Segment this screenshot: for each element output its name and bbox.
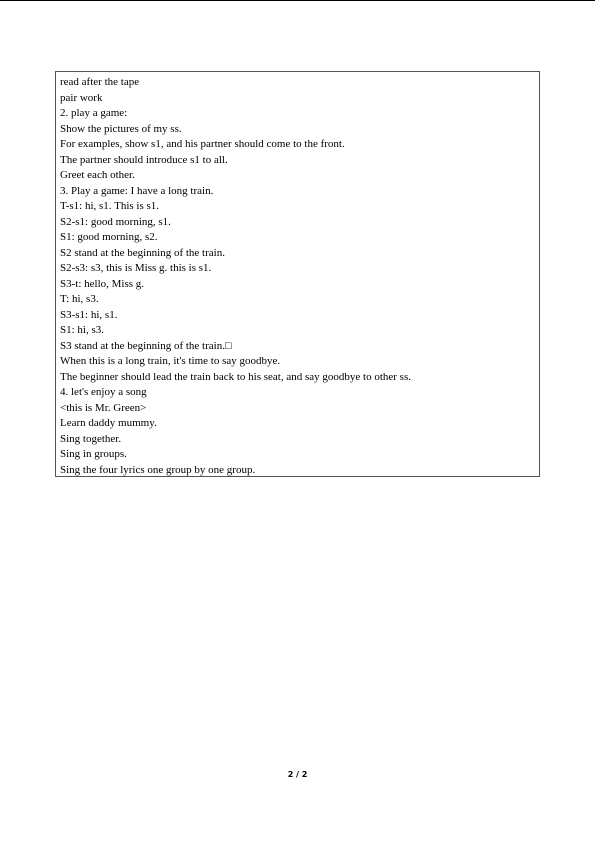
text-line: S3-s1: hi, s1. (60, 308, 118, 321)
text-line: S3 stand at the beginning of the train.□ (60, 339, 232, 352)
text-line: When this is a long train, it's time to say goodbye. (60, 355, 281, 367)
text-line: <this is Mr. Green> (60, 401, 147, 414)
text-line: 3. Play a game: I have a long train. (60, 184, 214, 197)
text-line: T-s1: hi, s1. This is s1. (60, 200, 160, 212)
text-line: Sing together. (60, 432, 122, 445)
page-number: 2 / 2 (287, 770, 308, 779)
text-line: S1: hi, s3. (60, 324, 105, 336)
text-line: Show the pictures of my ss. (60, 122, 182, 135)
text-line: S1: good morning, s2. (60, 231, 158, 243)
lesson-steps-box (55, 71, 540, 477)
text-line: Greet each other. (60, 169, 135, 181)
text-line: S2-s3: s3, this is Miss g. this is s1. (60, 262, 212, 274)
text-line: Sing the four lyrics one group by one group. (60, 463, 256, 476)
text-line: S2-s1: good morning, s1. (60, 215, 171, 228)
text-line: T: hi, s3. (60, 293, 99, 305)
text-line: Learn daddy mummy. (60, 417, 157, 429)
text-line: Sing in groups. (60, 448, 127, 460)
text-line: 2. play a game: (60, 107, 128, 119)
text-line: S3-t: hello, Miss g. (60, 277, 145, 290)
text-line: For examples, show s1, and his partner should come to the front. (60, 138, 345, 150)
text-line: 4. let's enjoy a song (60, 386, 147, 398)
text-line: read after the tape (60, 76, 140, 88)
text-line: The beginner should lead the train back to his seat, and say goodbye to other ss. (60, 370, 411, 383)
text-line: S2 stand at the beginning of the train. (60, 246, 225, 259)
top-rule (0, 0, 595, 1)
text-line: The partner should introduce s1 to all. (60, 153, 228, 166)
text-line: pair work (60, 91, 103, 104)
